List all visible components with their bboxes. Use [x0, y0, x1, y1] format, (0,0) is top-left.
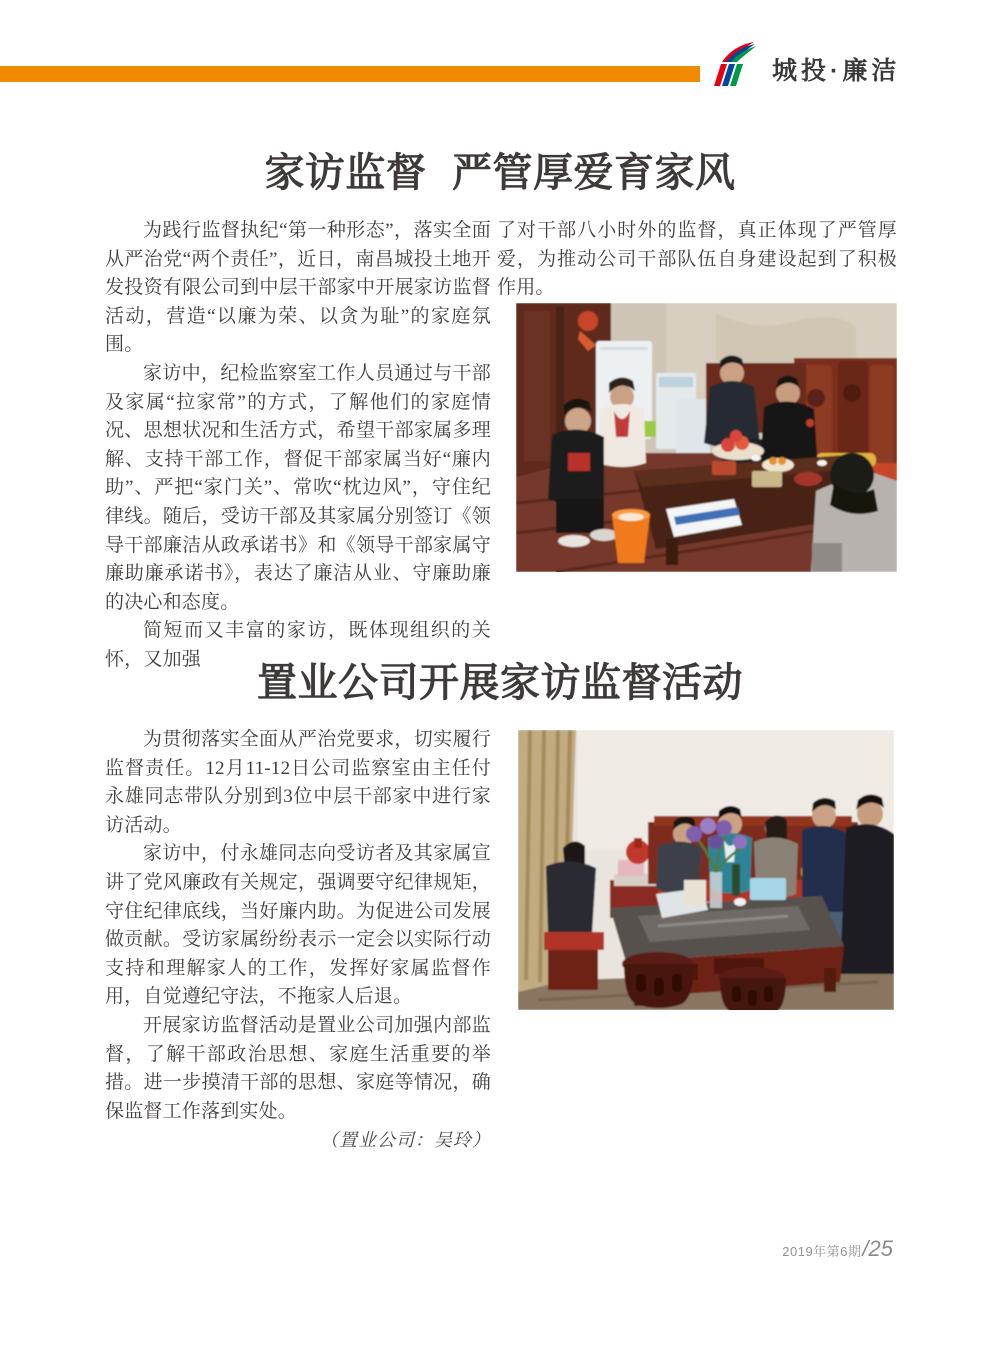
- brand-block: [708, 40, 900, 88]
- article1-paragraph: 家访中，纪检监察室工作人员通过与干部及家属“拉家常”的方式，了解他们的家庭情况、思想状况和生活方式，希望干部家属多理解、支持干部工作，督促干部家属当好“廉内助”、严把“家门关”、常吹“枕边风”，守住纪律线。随后，受访干部及其家属分别签订《领导干部廉洁从政承诺书》和《领导干部家属守廉助廉承诺书》，表达了廉洁从业、守廉助廉的决心和态度。: [105, 362, 491, 613]
- article1-column-left: [105, 217, 491, 675]
- article1-title: 家访监督 严管厚爱育家风: [264, 151, 736, 195]
- header-accent-bar: [0, 66, 700, 82]
- footer-issue-label: 2019年第6期: [782, 1244, 862, 1259]
- article2-photo: [518, 730, 894, 1010]
- article2-title: 置业公司开展家访监督活动: [257, 661, 743, 705]
- article2-paragraph: 开展家访监督活动是置业公司加强内部监督，了解干部政治思想、家庭生活重要的举措。进一步摸清干部的思想、家庭等情况，确保监督工作落到实处。: [105, 1014, 491, 1122]
- article1-paragraph: 为践行监督执纪“第一种形态”，落实全面从严治党“两个责任”，近日，南昌城投土地开发投资有限公司到中层干部家中开展家访监督活动，营造“以廉为荣、以贪为耻”的家庭氛围。: [105, 220, 491, 356]
- article2-paragraph: 为贯彻落实全面从严治党要求，切实履行监督责任。12月11-12日公司监察室由主任付永雄同志带队分别到3位中层干部家中进行家访活动。: [105, 729, 491, 836]
- article1-paragraph-continued: 了对干部八小时外的监督，真正体现了严管厚爱，为推动公司干部队伍自身建设起到了积极作用。: [497, 220, 897, 299]
- article2-paragraph: 家访中，付永雄同志向受访者及其家属宣讲了党风廉政有关规定，强调要守纪律规矩，守住纪律底线，当好廉内助。为促进公司发展做贡献。受访家属纷纷表示一定会以实际行动支持和理解家人的工作，发挥好家属监督作用，自觉遵纪守法，不拖家人后退。: [105, 843, 491, 1008]
- company-logo-icon: [708, 40, 760, 88]
- brand-title: 城投·廉洁: [772, 57, 901, 85]
- article2-byline: （置业公司：吴玲）: [320, 1130, 491, 1151]
- article2-column: [105, 726, 491, 1155]
- page-footer: [782, 1236, 893, 1262]
- footer-page-number: /25: [862, 1236, 893, 1261]
- article1-paragraph: 简短而又丰富的家访，既体现组织的关怀，又加强: [105, 620, 491, 670]
- article1-photo: [516, 303, 897, 572]
